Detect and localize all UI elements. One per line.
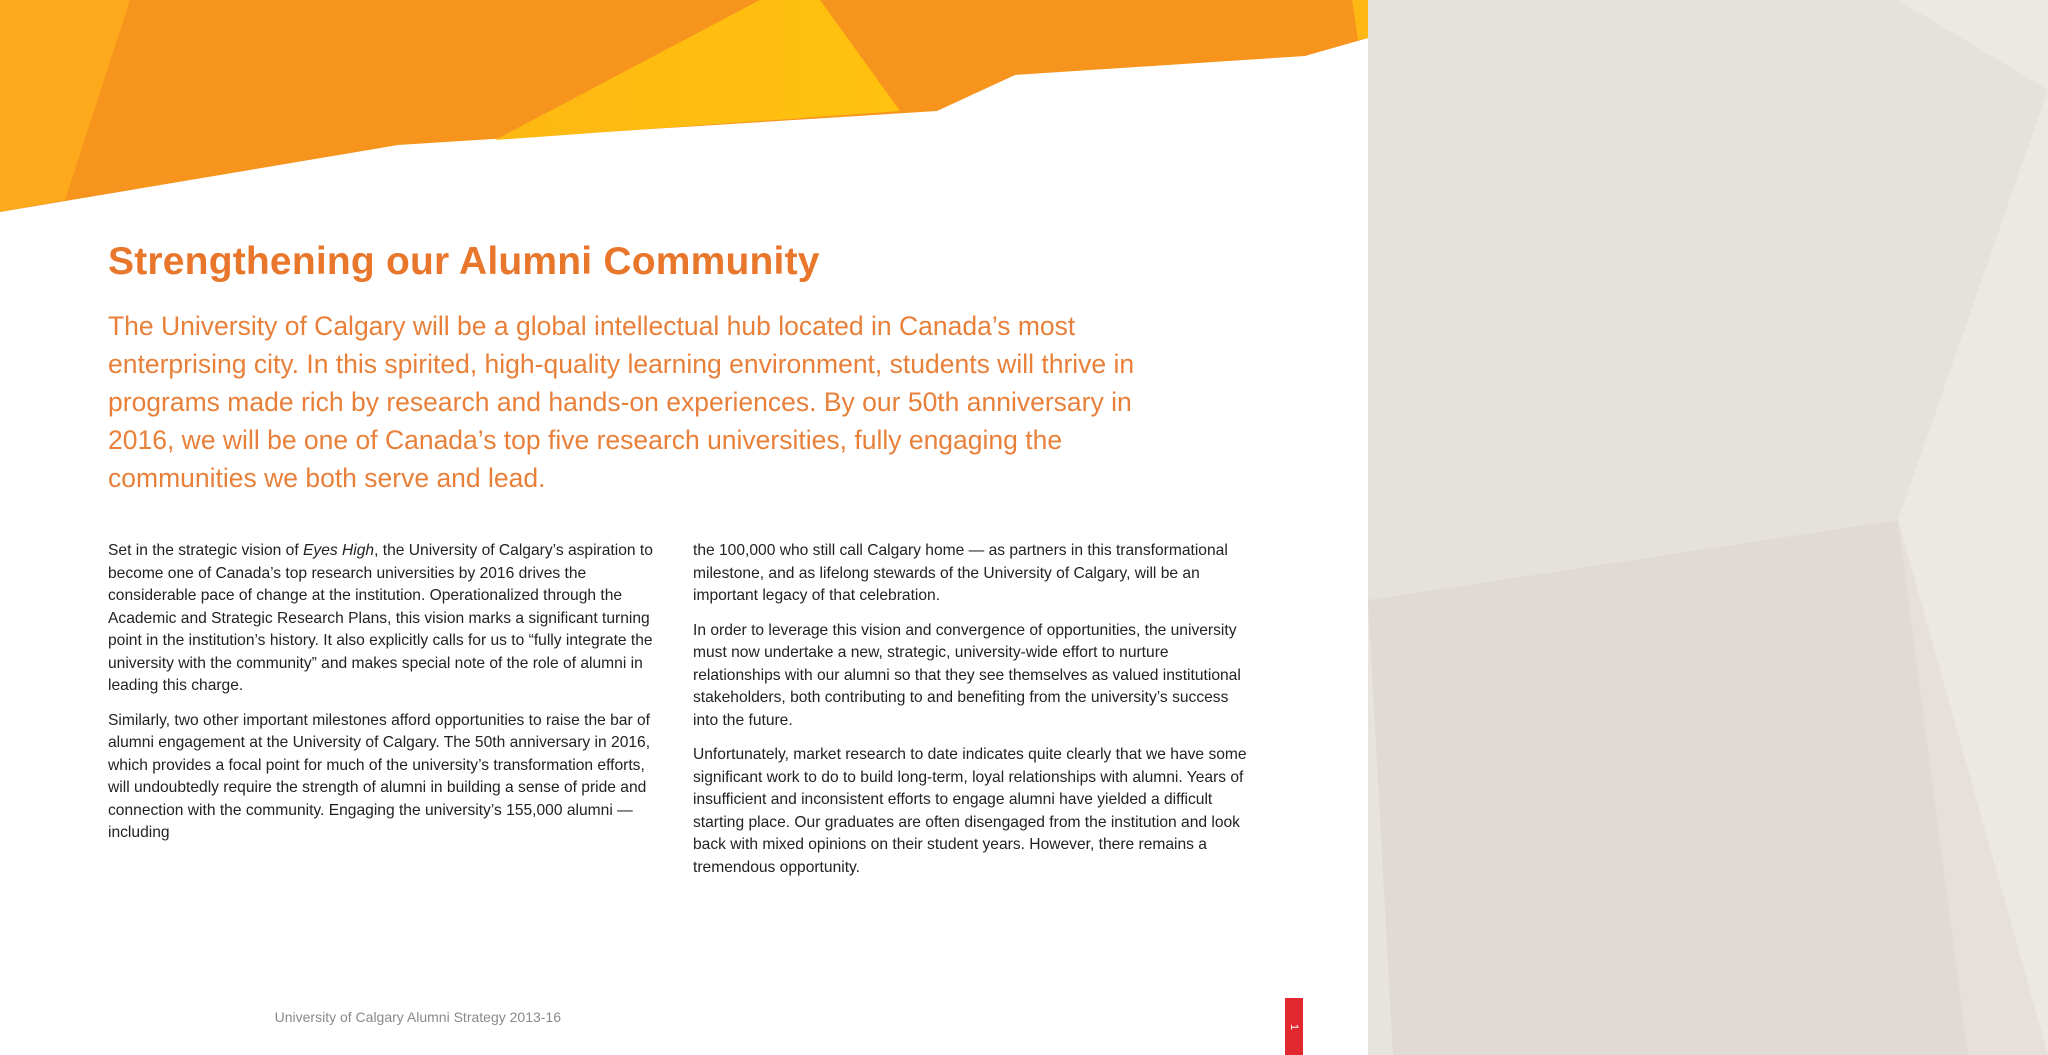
footer-document-title: University of Calgary Alumni Strategy 2013-16 bbox=[274, 1009, 561, 1025]
page-number-tab bbox=[1285, 998, 1303, 1055]
page-number: 1 bbox=[1288, 1023, 1300, 1030]
paragraph: Unfortunately, market research to date indicates quite clearly that we have some significant work to do to build long-term, loyal relationships with alumni. Years of insufficient and inconsistent efforts to engage alumni have yielded a difficult starting place. Our graduates are often disengaged from the institution and look back with mixed opinions on their student years. However, there remains a tremendous opportunity. bbox=[693, 746, 1247, 876]
vision-statement: The University of Calgary will be a global intellectual hub located in Canada’s most enterprising city. In this spirited, high-quality learning environment, students will thrive in programs made rich by research and hands-on experiences. By our 50th anniversary in 2016, we will be one of Canada’s top five research universities, fully engaging the communities we both serve and lead. bbox=[108, 311, 1135, 493]
page-title: Strengthening our Alumni Community bbox=[108, 240, 820, 283]
paragraph: Set in the strategic vision of Eyes High, the University of Calgary’s aspiration to become one of Canada’s top research universities by 2016 drives the considerable pace of change at the institution. Operationalized through the Academic and Strategic Research Plans, this vision marks a significant turning point in the institution’s history. It also explicitly calls for us to “fully integrate the university with the community” and makes special note of the role of alumni in leading this charge. bbox=[108, 542, 653, 694]
emphasis-eyes-high: Eyes High bbox=[303, 542, 375, 559]
decorative-banner bbox=[0, 0, 1368, 220]
left-text-column bbox=[108, 540, 668, 857]
background-panel bbox=[1368, 0, 2048, 1055]
paragraph: In order to leverage this vision and convergence of opportunities, the university must now undertake a new, strategic, university-wide effort to nurture relationships with our alumni so that they see themselves as valued institutional stakeholders, both contributing to and benefiting from the university’s success into the future. bbox=[693, 621, 1241, 729]
paragraph: Similarly, two other important milestones afford opportunities to raise the bar of alumni engagement at the University of Calgary. The 50th anniversary in 2016, which provides a focal point for much of the university’s transformation efforts, will undoubtedly require the strength of alumni in building a sense of pride and connection with the community. Engaging the university’s 155,000 alumni — including bbox=[108, 711, 651, 841]
right-text-column bbox=[693, 540, 1253, 891]
paragraph: the 100,000 who still call Calgary home — as partners in this transformational milestone, and as lifelong stewards of the University of Calgary, will be an important legacy of that celebration. bbox=[693, 542, 1228, 604]
